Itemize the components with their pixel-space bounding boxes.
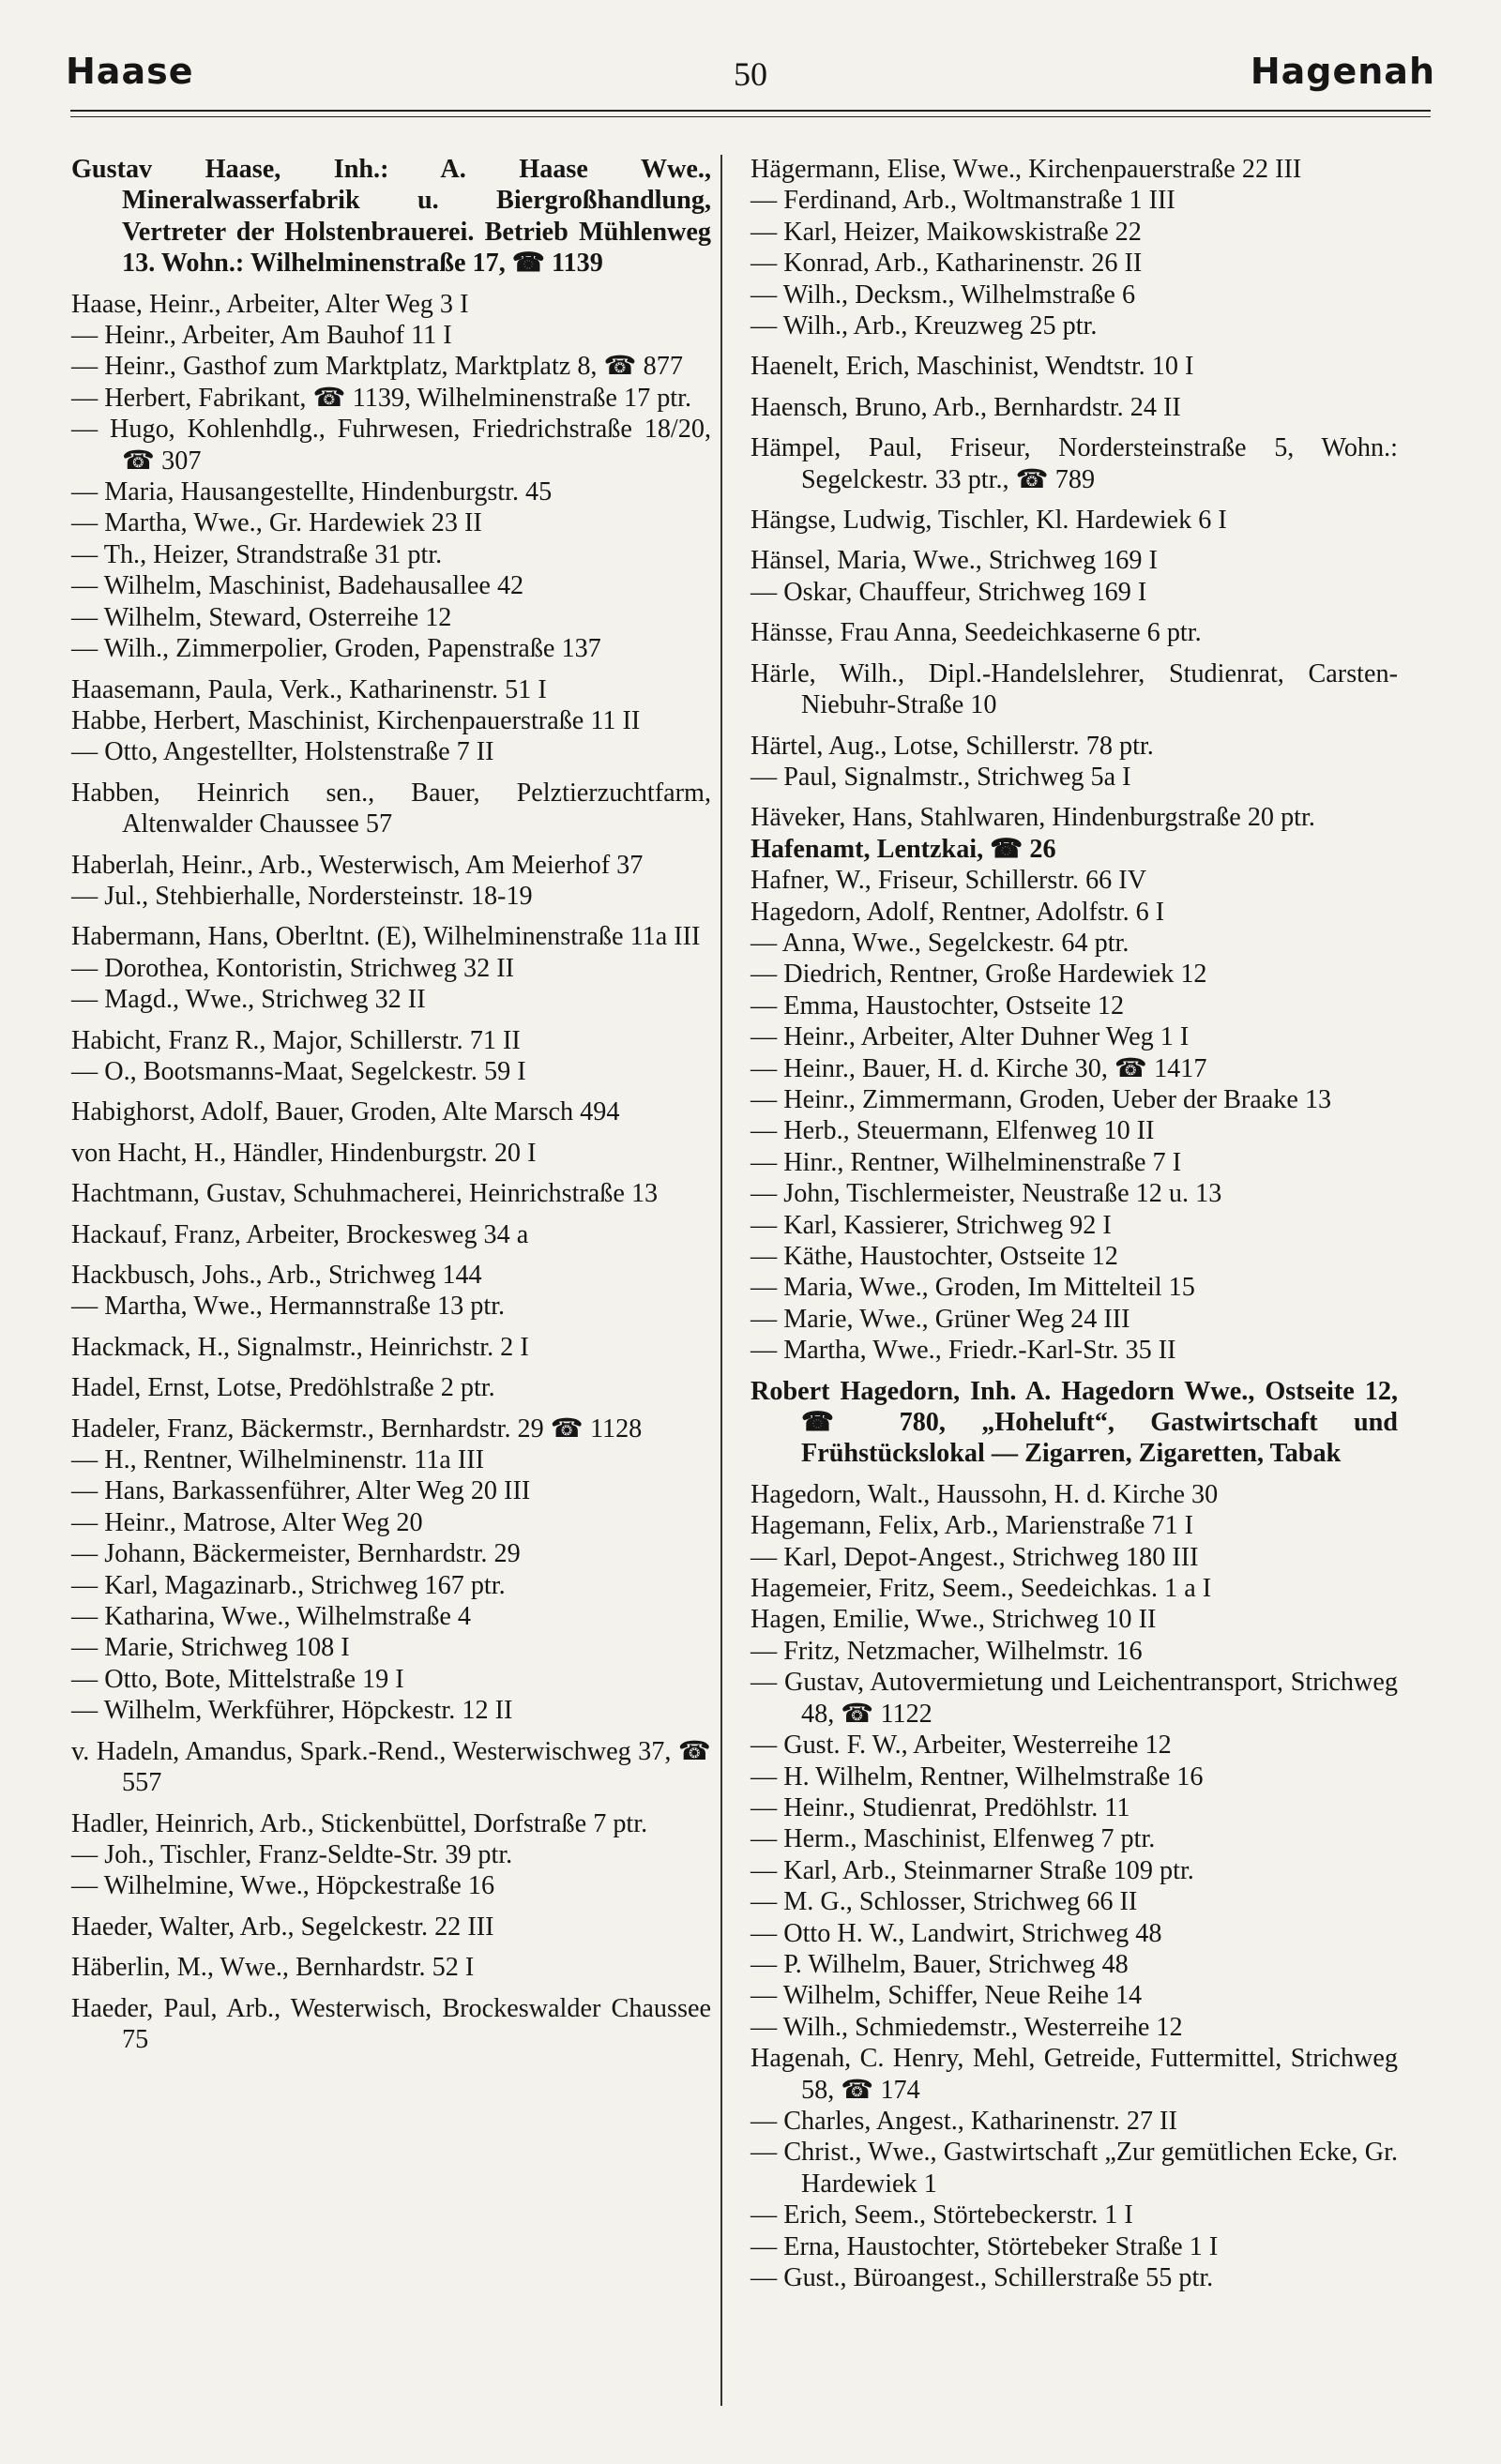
directory-entry: — Wilh., Arb., Kreuzweg 25 ptr. [750, 311, 1098, 341]
directory-entry: Hämpel, Paul, Friseur, Nordersteinstraße 5, Wohn.: Segelckestr. 33 ptr., ☎ 789 [750, 433, 1398, 494]
directory-entry: — Wilhelm, Schiffer, Neue Reihe 14 [750, 1981, 1143, 2011]
directory-entry: — Martha, Wwe., Gr. Hardewiek 23 II [71, 508, 482, 538]
left-column [71, 154, 711, 2055]
header-rule [70, 110, 1431, 112]
directory-entry: — Th., Heizer, Strandstraße 31 ptr. [71, 539, 443, 569]
directory-entry: — O., Bootsmanns-Maat, Segelckestr. 59 I [71, 1056, 526, 1086]
directory-entry: Hänsse, Frau Anna, Seedeichkaserne 6 ptr. [750, 618, 1202, 648]
directory-entry: Habermann, Hans, Oberltnt. (E), Wilhelminenstraße 11a III [71, 922, 701, 952]
directory-entry: — Wilhelmine, Wwe., Höpckestraße 16 [71, 1871, 495, 1901]
directory-entry: — Johann, Bäckermeister, Bernhardstr. 29 [71, 1539, 521, 1569]
directory-entry: — Hugo, Kohlenhdlg., Fuhrwesen, Friedrichstraße 18/20, ☎ 307 [71, 415, 711, 476]
directory-entry: — Karl, Magazinarb., Strichweg 167 ptr. [71, 1570, 506, 1600]
directory-entry: — Herb., Steuermann, Elfenweg 10 II [750, 1116, 1155, 1146]
directory-entry: Hägermann, Elise, Wwe., Kirchenpauerstraße 22 III [750, 155, 1302, 184]
directory-entry: — Gust., Büroangest., Schillerstraße 55 ptr. [750, 2263, 1214, 2292]
directory-entry: Habben, Heinrich sen., Bauer, Pelztierzuchtfarm, Altenwalder Chaussee 57 [71, 778, 711, 839]
directory-entry: Härle, Wilh., Dipl.-Handelslehrer, Studienrat, Carsten-Niebuhr-Straße 10 [750, 658, 1398, 720]
directory-entry: — H. Wilhelm, Rentner, Wilhelmstraße 16 [750, 1761, 1204, 1791]
directory-entry: — Heinr., Zimmermann, Groden, Ueber der Braake 13 [750, 1084, 1332, 1114]
directory-entry: — M. G., Schlosser, Strichweg 66 II [750, 1887, 1138, 1917]
directory-entry: von Hacht, H., Händler, Hindenburgstr. 20 I [71, 1138, 537, 1168]
directory-entry: — Heinr., Arbeiter, Alter Duhner Weg 1 I [750, 1022, 1190, 1052]
directory-entry: — P. Wilhelm, Bauer, Strichweg 48 [750, 1949, 1129, 1979]
directory-entry: — Erna, Haustochter, Störtebeker Straße 1 I [750, 2231, 1219, 2261]
directory-entry: — Christ., Wwe., Gastwirtschaft „Zur gemütlichen Ecke, Gr. Hardewiek 1 [750, 2138, 1398, 2199]
directory-entry: — Wilhelm, Werkführer, Höpckestr. 12 II [71, 1696, 513, 1726]
directory-entry: — Jul., Stehbierhalle, Nordersteinstr. 18-19 [71, 881, 533, 911]
directory-entry: Gustav Haase, Inh.: A. Haase Wwe., Mineralwasserfabrik u. Biergroßhandlung, Vertreter der Holstenbrauerei. Betrieb Mühlenweg 13. Wohn.: Wilhelminenstraße 17, ☎ 1139 [71, 155, 711, 279]
directory-entry: v. Hadeln, Amandus, Spark.-Rend., Westerwischweg 37, ☎ 557 [71, 1736, 711, 1798]
directory-entry: — Karl, Arb., Steinmarner Straße 109 ptr. [750, 1855, 1194, 1885]
directory-entry: Hadler, Heinrich, Arb., Stickenbüttel, Dorfstraße 7 ptr. [71, 1808, 648, 1838]
directory-entry: — Maria, Hausangestellte, Hindenburgstr. 45 [71, 477, 553, 507]
directory-entry: — Erich, Seem., Störtebeckerstr. 1 I [750, 2200, 1133, 2230]
directory-entry: — Maria, Wwe., Groden, Im Mittelteil 15 [750, 1273, 1195, 1303]
directory-entry: Häveker, Hans, Stahlwaren, Hindenburgstraße 20 ptr. [750, 803, 1315, 833]
directory-entry: — Martha, Wwe., Friedr.-Karl-Str. 35 II [750, 1336, 1176, 1366]
directory-entry: Habighorst, Adolf, Bauer, Groden, Alte Marsch 494 [71, 1097, 620, 1127]
directory-entry: — Magd., Wwe., Strichweg 32 II [71, 985, 426, 1015]
directory-entry: Hagenah, C. Henry, Mehl, Getreide, Futtermittel, Strichweg 58, ☎ 174 [750, 2044, 1398, 2105]
directory-entry: — Dorothea, Kontoristin, Strichweg 32 II [71, 953, 515, 983]
directory-entry: Hagedorn, Walt., Haussohn, H. d. Kirche 30 [750, 1479, 1219, 1509]
page-number: 50 [734, 55, 767, 93]
directory-entry: Hachtmann, Gustav, Schuhmacherei, Heinrichstraße 13 [71, 1179, 659, 1209]
directory-entry: — Oskar, Chauffeur, Strichweg 169 I [750, 577, 1147, 607]
directory-entry: Hagemann, Felix, Arb., Marienstraße 71 I [750, 1511, 1194, 1541]
running-head-right: Hagenah [1250, 51, 1435, 92]
directory-entry: Hagedorn, Adolf, Rentner, Adolfstr. 6 I [750, 897, 1165, 927]
directory-entry: Haeder, Paul, Arb., Westerwisch, Brockeswalder Chaussee 75 [71, 1993, 711, 2054]
running-head-left: Haase [66, 51, 194, 92]
directory-entry: Haase, Heinr., Arbeiter, Alter Weg 3 I [71, 289, 469, 319]
directory-entry: — Karl, Depot-Angest., Strichweg 180 III [750, 1542, 1199, 1572]
directory-entry: — Käthe, Haustochter, Ostseite 12 [750, 1242, 1118, 1271]
column-divider [720, 155, 722, 2406]
directory-entry: — Karl, Heizer, Maikowskistraße 22 [750, 217, 1142, 247]
directory-entry: — Ferdinand, Arb., Woltmanstraße 1 III [750, 186, 1175, 216]
directory-entry: — Otto, Angestellter, Holstenstraße 7 II [71, 737, 494, 767]
directory-entry: — John, Tischlermeister, Neustraße 12 u. 13 [750, 1179, 1222, 1209]
directory-entry: Haenelt, Erich, Maschinist, Wendtstr. 10 I [750, 352, 1194, 382]
directory-entry: Hackmack, H., Signalmstr., Heinrichstr. 2 I [71, 1332, 529, 1362]
directory-entry: — Wilhelm, Maschinist, Badehausallee 42 [71, 571, 524, 601]
directory-entry: Hagen, Emilie, Wwe., Strichweg 10 II [750, 1605, 1157, 1635]
directory-entry: Hackauf, Franz, Arbeiter, Brockesweg 34 a [71, 1219, 529, 1249]
directory-entry: — Diedrich, Rentner, Große Hardewiek 12 [750, 960, 1207, 990]
directory-entry: Haasemann, Paula, Verk., Katharinenstr. 51 I [71, 674, 547, 704]
directory-entry: Habicht, Franz R., Major, Schillerstr. 71 II [71, 1025, 521, 1055]
directory-entry: Hadel, Ernst, Lotse, Predöhlstraße 2 ptr. [71, 1373, 495, 1403]
directory-entry: — Joh., Tischler, Franz-Seldte-Str. 39 ptr. [71, 1839, 513, 1869]
directory-entry: Haeder, Walter, Arb., Segelckestr. 22 III [71, 1912, 494, 1942]
directory-entry: — Hinr., Rentner, Wilhelminenstraße 7 I [750, 1147, 1182, 1177]
left-entry-list [71, 154, 711, 2055]
directory-entry: — Paul, Signalmstr., Strichweg 5a I [750, 762, 1131, 792]
directory-entry: — Emma, Haustochter, Ostseite 12 [750, 990, 1125, 1020]
directory-entry: — Charles, Angest., Katharinenstr. 27 II [750, 2106, 1177, 2136]
directory-entry: — Martha, Wwe., Hermannstraße 13 ptr. [71, 1292, 506, 1322]
directory-entry: Hafner, W., Friseur, Schillerstr. 66 IV [750, 866, 1147, 896]
directory-entry: — Katharina, Wwe., Wilhelmstraße 4 [71, 1602, 471, 1632]
directory-entry: — Konrad, Arb., Katharinenstr. 26 II [750, 249, 1143, 279]
directory-entry: Hackbusch, Johs., Arb., Strichweg 144 [71, 1261, 482, 1290]
directory-entry: — Wilhelm, Steward, Osterreihe 12 [71, 602, 452, 632]
directory-entry: Härtel, Aug., Lotse, Schillerstr. 78 ptr. [750, 731, 1154, 761]
directory-entry: — H., Rentner, Wilhelminenstr. 11a III [71, 1445, 485, 1475]
directory-entry: Hafenamt, Lentzkai, ☎ 26 [750, 834, 1056, 864]
directory-entry: — Herbert, Fabrikant, ☎ 1139, Wilhelminenstraße 17 ptr. [71, 383, 692, 413]
directory-entry: — Heinr., Matrose, Alter Weg 20 [71, 1507, 423, 1537]
directory-entry: Hänsel, Maria, Wwe., Strichweg 169 I [750, 546, 1158, 576]
directory-entry: — Marie, Strichweg 108 I [71, 1633, 350, 1663]
directory-entry: — Gustav, Autovermietung und Leichentransport, Strichweg 48, ☎ 1122 [750, 1668, 1398, 1729]
directory-entry: — Otto H. W., Landwirt, Strichweg 48 [750, 1918, 1162, 1948]
directory-entry: Hängse, Ludwig, Tischler, Kl. Hardewiek 6 I [750, 506, 1227, 536]
page-header [66, 47, 1435, 103]
directory-entry: — Heinr., Bauer, H. d. Kirche 30, ☎ 1417 [750, 1053, 1207, 1083]
directory-entry: — Marie, Wwe., Grüner Weg 24 III [750, 1304, 1130, 1334]
directory-entry: Hadeler, Franz, Bäckermstr., Bernhardstr. 29 ☎ 1128 [71, 1413, 643, 1444]
directory-entry: — Anna, Wwe., Segelckestr. 64 ptr. [750, 928, 1130, 958]
directory-entry: Häberlin, M., Wwe., Bernhardstr. 52 I [71, 1953, 475, 1983]
directory-entry: Robert Hagedorn, Inh. A. Hagedorn Wwe., Ostseite 12, ☎ 780, „Hoheluft“, Gastwirtschaft und Frühstückslokal — Zigarren, Zigaretten, Tabak [750, 1376, 1398, 1469]
directory-entry: — Heinr., Studienrat, Predöhlstr. 11 [750, 1792, 1130, 1822]
directory-entry: — Wilh., Schmiedemstr., Westerreihe 12 [750, 2012, 1183, 2042]
directory-entry: — Otto, Bote, Mittelstraße 19 I [71, 1664, 404, 1694]
right-entry-list [750, 154, 1398, 2293]
directory-entry: — Herm., Maschinist, Elfenweg 7 ptr. [750, 1824, 1156, 1854]
directory-entry: Haberlah, Heinr., Arb., Westerwisch, Am Meierhof 37 [71, 850, 644, 880]
header-rule-thin [70, 116, 1431, 117]
directory-entry: Habbe, Herbert, Maschinist, Kirchenpauerstraße 11 II [71, 705, 641, 735]
directory-entry: — Gust. F. W., Arbeiter, Westerreihe 12 [750, 1731, 1172, 1761]
right-column [750, 154, 1398, 2293]
directory-entry: — Heinr., Arbeiter, Am Bauhof 11 I [71, 321, 452, 351]
directory-entry: — Wilh., Zimmerpolier, Groden, Papenstraße 137 [71, 634, 601, 664]
directory-entry: — Fritz, Netzmacher, Wilhelmstr. 16 [750, 1636, 1143, 1666]
directory-entry: — Heinr., Gasthof zum Marktplatz, Marktplatz 8, ☎ 877 [71, 352, 683, 382]
directory-entry: — Hans, Barkassenführer, Alter Weg 20 III [71, 1476, 531, 1506]
directory-entry: — Wilh., Decksm., Wilhelmstraße 6 [750, 280, 1136, 310]
directory-entry: Haensch, Bruno, Arb., Bernhardstr. 24 II [750, 392, 1181, 422]
directory-entry: — Karl, Kassierer, Strichweg 92 I [750, 1210, 1112, 1240]
directory-entry: Hagemeier, Fritz, Seem., Seedeichkas. 1 a I [750, 1574, 1212, 1604]
